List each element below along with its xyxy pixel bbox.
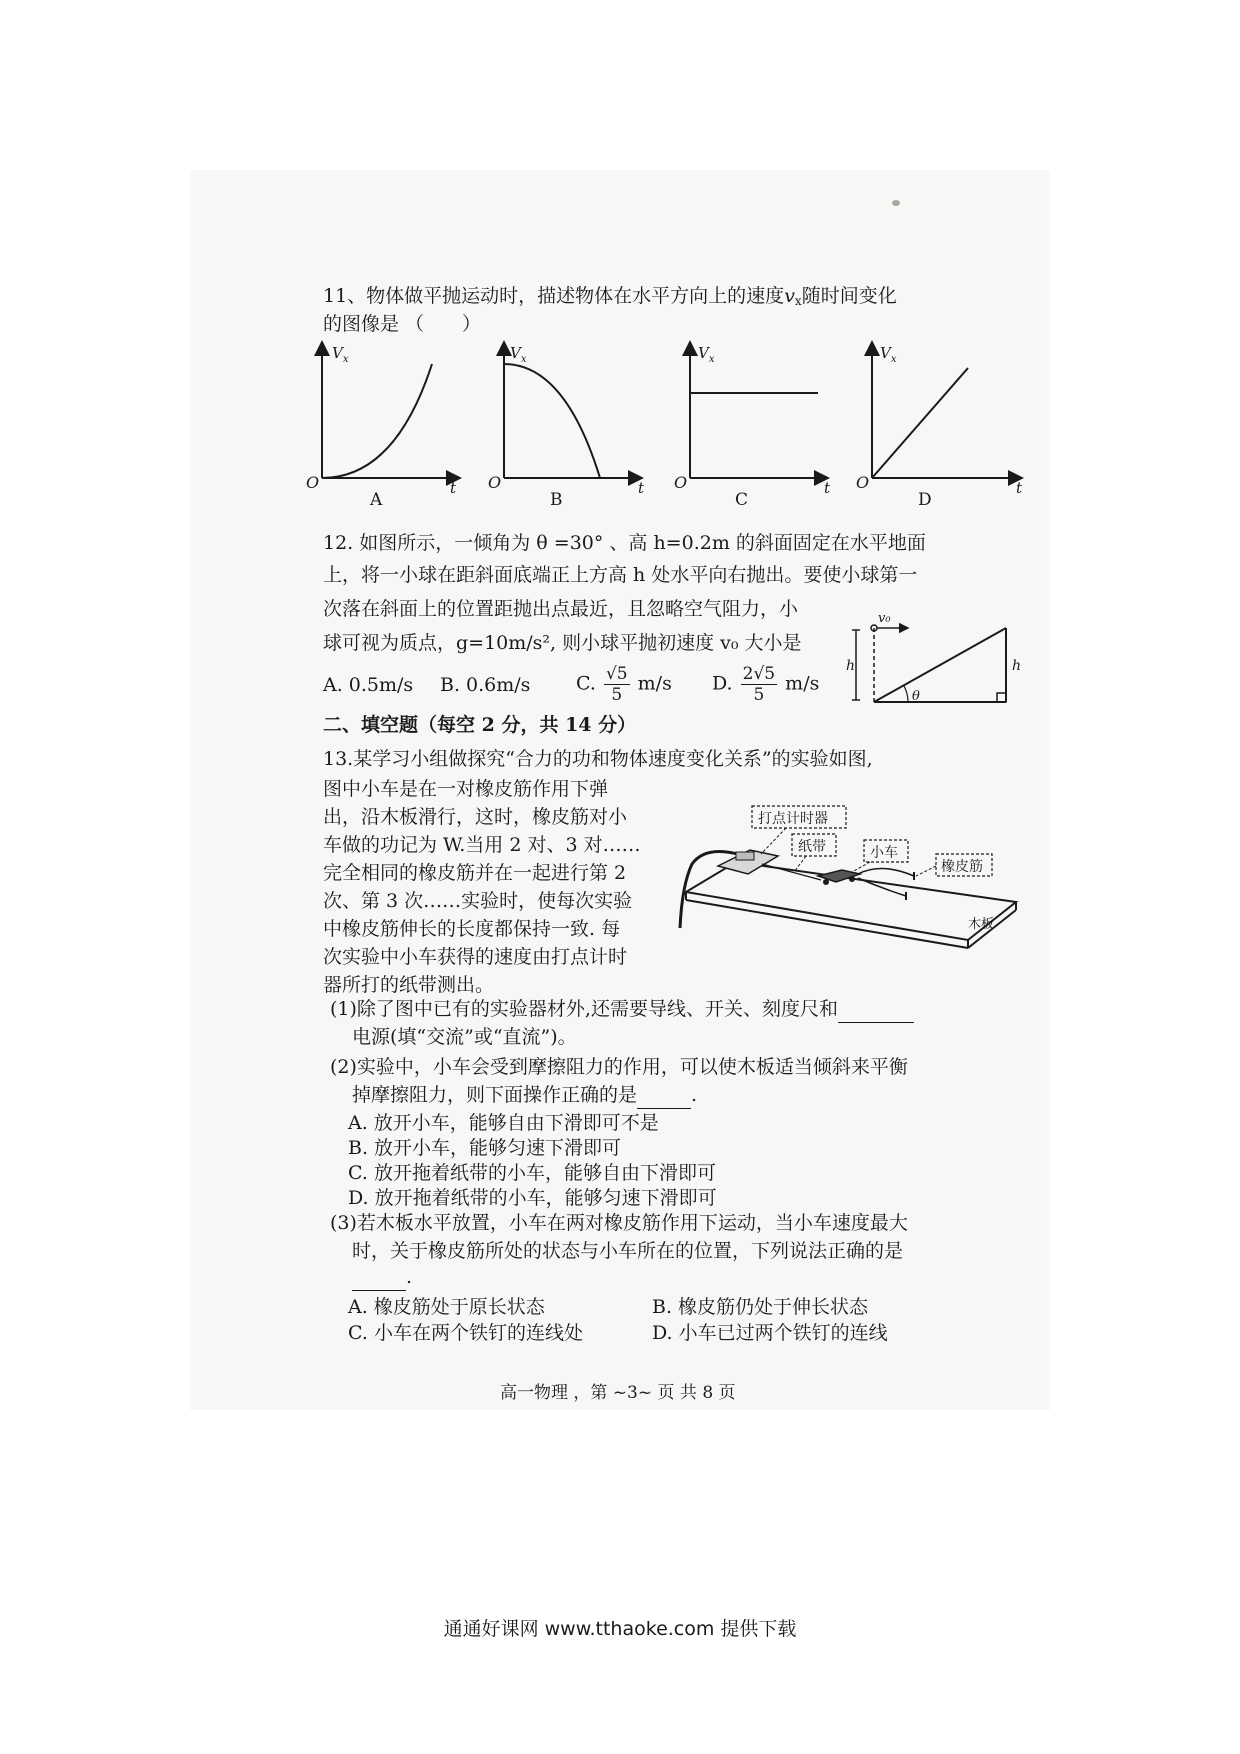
scan-speck — [892, 200, 900, 206]
q13-line2: 图中小车是在一对橡皮筋作用下弹 — [323, 778, 609, 800]
q12-option-a: A. 0.5m/s — [323, 674, 414, 696]
q12-option-c: C. $\frac{√5}{5}$ m/s — [576, 664, 672, 705]
theta-arc — [904, 686, 908, 702]
section-2-heading: 二、填空题（每空 2 分，共 14 分） — [323, 714, 637, 736]
graph-c-origin: O — [674, 473, 688, 492]
cart-wheel-1 — [823, 879, 829, 885]
q13-part3-option-b: B. 橡皮筋仍处于伸长状态 — [652, 1296, 869, 1318]
right-angle-mark — [997, 693, 1006, 702]
q13-part2-option-d: D. 放开拖着纸带的小车，能够匀速下滑即可 — [348, 1187, 717, 1209]
q13-line5: 完全相同的橡皮筋并在一起进行第 2 — [323, 862, 627, 884]
q13-part3-option-d: D. 小车已过两个铁钉的连线 — [652, 1322, 888, 1344]
graph-d-t-label: t — [1016, 479, 1023, 497]
graph-a-v-label: $V_x$ — [332, 344, 349, 365]
graph-b-t-label: t — [638, 479, 645, 497]
q13-line8: 次实验中小车获得的速度由打点计时 — [323, 946, 628, 968]
q13-part3-line2: 时，关于橡皮筋所处的状态与小车所在的位置，下列说法正确的是 — [352, 1240, 904, 1262]
theta-label: θ — [912, 689, 920, 704]
ticker-timer-top — [736, 852, 754, 860]
q13-part3-blank — [352, 1264, 406, 1291]
q12-incline-figure — [846, 611, 1022, 714]
graph-b — [488, 342, 645, 510]
graph-b-v-label: $V_x$ — [510, 344, 527, 365]
cart-label: 小车 — [870, 845, 898, 861]
q13-line9: 器所打的纸带测出。 — [323, 974, 495, 996]
graph-a-origin: O — [306, 473, 320, 492]
site-footer: 通通好课网 www.tthaoke.com 提供下载 — [443, 1618, 797, 1640]
graph-c-label: C — [735, 490, 749, 510]
graph-c-v-label: $V_x$ — [698, 344, 715, 365]
q12-option-c-fraction: $\frac{√5}{5}$ — [605, 664, 628, 705]
q12-line1: 12. 如图所示，一倾角为 θ =30° 、高 h=0.2m 的斜面固定在水平地面 — [323, 532, 926, 554]
graph-c — [674, 342, 831, 510]
q13-part2-line1: (2)实验中，小车会受到摩擦阻力的作用，可以使木板适当倾斜来平衡 — [330, 1056, 908, 1078]
graph-d-label: D — [918, 490, 932, 510]
q13-part2-blank — [637, 1082, 691, 1109]
q12-option-d-fraction: $\frac{2√5}{5}$ — [742, 664, 776, 705]
timer-label-leader — [761, 828, 786, 854]
graph-a-t-label: t — [450, 479, 457, 497]
graph-d-v-label: $V_x$ — [880, 344, 897, 365]
timer-label: 打点计时器 — [758, 811, 828, 827]
h-label-left: h — [846, 658, 856, 674]
q13-line1: 13.某学习小组做探究“合力的功和物体速度变化关系”的实验如图, — [323, 748, 873, 770]
q13-part3-option-a: A. 橡皮筋处于原长状态 — [348, 1296, 545, 1318]
graph-a — [306, 342, 460, 510]
q12-line3: 次落在斜面上的位置距抛出点最近，且忽略空气阻力，小 — [323, 598, 799, 620]
cart-wheel-2 — [849, 876, 855, 882]
q13-line4: 车做的功记为 W.当用 2 对、3 对…… — [323, 834, 641, 856]
q13-line6: 次、第 3 次……实验时，使每次实验 — [323, 890, 633, 912]
q13-part3-line3: . — [352, 1264, 412, 1291]
tape-label: 纸带 — [798, 839, 826, 855]
q13-part1-blank — [838, 996, 914, 1023]
q12-option-d: D. $\frac{2√5}{5}$ m/s — [712, 664, 820, 705]
graph-b-origin: O — [488, 473, 502, 492]
graph-b-label: B — [550, 490, 563, 510]
q13-part3-option-c: C. 小车在两个铁钉的连线处 — [348, 1322, 583, 1344]
q13-part2-option-a: A. 放开小车，能够自由下滑即可不是 — [348, 1112, 659, 1134]
graph-d-line — [872, 368, 968, 478]
graph-d-origin: O — [856, 473, 870, 492]
graph-d — [856, 342, 1023, 510]
v0-label: v₀ — [878, 611, 891, 626]
q13-part1-line2: 电源(填“交流”或“直流”)。 — [352, 1026, 577, 1048]
graph-a-label: A — [370, 490, 383, 510]
graph-b-curve — [504, 364, 600, 478]
incline-slope — [874, 628, 1006, 702]
q13-part2-option-b: B. 放开小车，能够匀速下滑即可 — [348, 1137, 622, 1159]
band-label: 橡皮筋 — [941, 859, 983, 875]
q11-graphs — [300, 340, 1040, 515]
q13-line7: 中橡皮筋伸长的长度都保持一致. 每 — [323, 918, 621, 940]
page-number-footer: 高一物理 ，第 ~3~ 页 共 8 页 — [500, 1383, 736, 1403]
graph-c-t-label: t — [824, 479, 831, 497]
board-label: 木板 — [968, 917, 995, 932]
tape-label-leader — [794, 856, 806, 872]
q11-line1: 11、物体做平抛运动时，描述物体在水平方向上的速度$v_x$随时间变化 — [323, 285, 897, 308]
rubber-band-upper — [858, 868, 914, 876]
q12-option-b: B. 0.6m/s — [440, 674, 531, 696]
q13-line3: 出，沿木板滑行，这时，橡皮筋对小 — [323, 806, 628, 828]
q13-part1-line1: (1)除了图中已有的实验器材外,还需要导线、开关、刻度尺和 — [330, 996, 914, 1023]
band-label-leader — [916, 866, 936, 876]
q11-line2: 的图像是 （ ） — [323, 313, 482, 335]
graph-a-curve — [322, 364, 432, 478]
q13-apparatus-figure — [666, 800, 1046, 965]
q13-part2-line2: 掉摩擦阻力，则下面操作正确的是 . — [352, 1082, 697, 1109]
q12-line4: 球可视为质点，g=10m/s², 则小球平抛初速度 v₀ 大小是 — [323, 632, 802, 654]
q13-part3-line1: (3)若木板水平放置，小车在两对橡皮筋作用下运动，当小车速度最大 — [330, 1212, 908, 1234]
q12-line2: 上，将一小球在距斜面底端正上方高 h 处水平向右抛出。要使小球第一 — [323, 564, 918, 586]
h-label-right: h — [1012, 658, 1022, 674]
q13-part2-option-c: C. 放开拖着纸带的小车，能够自由下滑即可 — [348, 1162, 716, 1184]
